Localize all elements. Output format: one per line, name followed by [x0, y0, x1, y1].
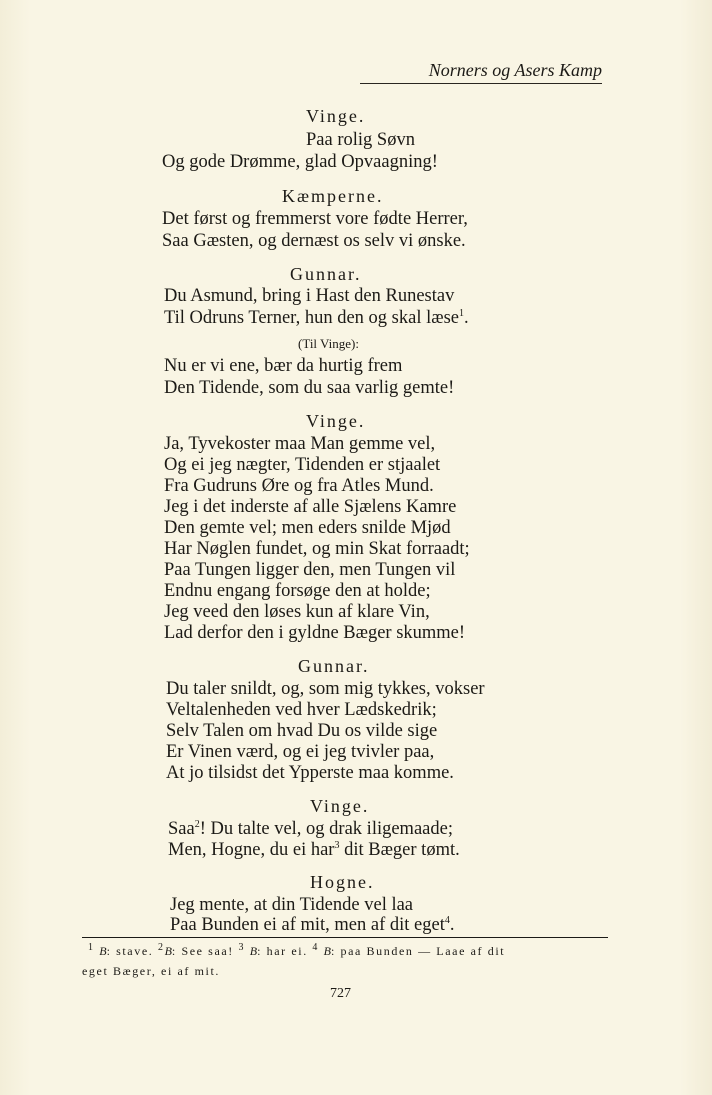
footnote-continuation: eget Bæger, ei af mit. [82, 964, 221, 978]
speaker-name: Gunnar. [298, 656, 370, 676]
verse-line: Paa Tungen ligger den, men Tungen vil [164, 560, 456, 580]
speaker-name: Vinge. [306, 106, 366, 126]
verse-line: Det først og fremmerst vore fødte Herrer, [162, 209, 468, 229]
verse-line: Saa Gæsten, og dernæst os selv vi ønske. [162, 231, 466, 251]
verse-line: Jeg mente, at din Tidende vel laa [170, 895, 414, 915]
speaker-name: Gunnar. [290, 264, 362, 284]
stage-direction: (Til Vinge): [298, 336, 359, 351]
verse-line: Og gode Drømme, glad Opvaagning! [162, 152, 438, 172]
verse-line: Du taler snildt, og, som mig tykkes, vokser [166, 679, 485, 699]
verse-line: Paa rolig Søvn [306, 130, 415, 150]
footnote-ref: 1 [458, 307, 464, 319]
footnote-divider [82, 937, 608, 938]
verse-line: Selv Talen om hvad Du os vilde sige [166, 721, 438, 741]
verse-line: Jeg i det inderste af alle Sjælens Kamre [164, 497, 457, 517]
verse-line: Er Vinen værd, og ei jeg tvivler paa, [166, 742, 435, 762]
footnotes: $^1$ B: stave. $^2$B: See saa! $^3$ B: har ei. $^4$ B: paa Bunden — Laae af dit [88, 942, 506, 958]
footnote-ref: 4 [444, 914, 450, 926]
page-number: 727 [330, 986, 351, 1001]
verse-line: Og ei jeg nægter, Tidenden er stjaalet [164, 455, 441, 475]
verse-line: At jo tilsidst det Ypperste maa komme. [166, 763, 454, 783]
verse-line: Nu er vi ene, bær da hurtig frem [164, 356, 403, 376]
verse-line: Lad derfor den i gyldne Bæger skumme! [164, 623, 466, 643]
running-head: Norners og Asers Kamp [360, 60, 602, 84]
speaker-name: Kæmperne. [282, 186, 384, 206]
footnote-ref: 3 [334, 839, 340, 851]
verse-line: Jeg veed den løses kun af klare Vin, [164, 602, 430, 622]
speaker-name: Vinge. [306, 411, 366, 431]
verse-line: Veltalenheden ved hver Lædskedrik; [166, 700, 437, 720]
verse-line: Ja, Tyvekoster maa Man gemme vel, [164, 434, 436, 454]
footnote-ref: 2 [194, 818, 200, 830]
speaker-name: Vinge. [310, 796, 370, 816]
speaker-name: Hogne. [310, 872, 375, 892]
verse-line: Saa$^2$! Du talte vel, og drak iligemaade; [168, 818, 453, 839]
verse-line: Fra Gudruns Øre og fra Atles Mund. [164, 476, 434, 496]
verse-line: Den Tidende, som du saa varlig gemte! [164, 378, 455, 398]
verse-line: Paa Bunden ei af mit, men af dit eget$^4$. [170, 914, 455, 935]
verse-line: Endnu engang forsøge den at holde; [164, 581, 431, 601]
verse-line: Men, Hogne, du ei har$^3$ dit Bæger tømt. [168, 839, 460, 860]
verse-line: Du Asmund, bring i Hast den Runestav [164, 286, 455, 306]
verse-line: Har Nøglen fundet, og min Skat forraadt; [164, 539, 470, 559]
verse-line: Til Odruns Terner, hun den og skal læse$^1$. [164, 307, 469, 328]
verse-line: Den gemte vel; men eders snilde Mjød [164, 518, 451, 538]
